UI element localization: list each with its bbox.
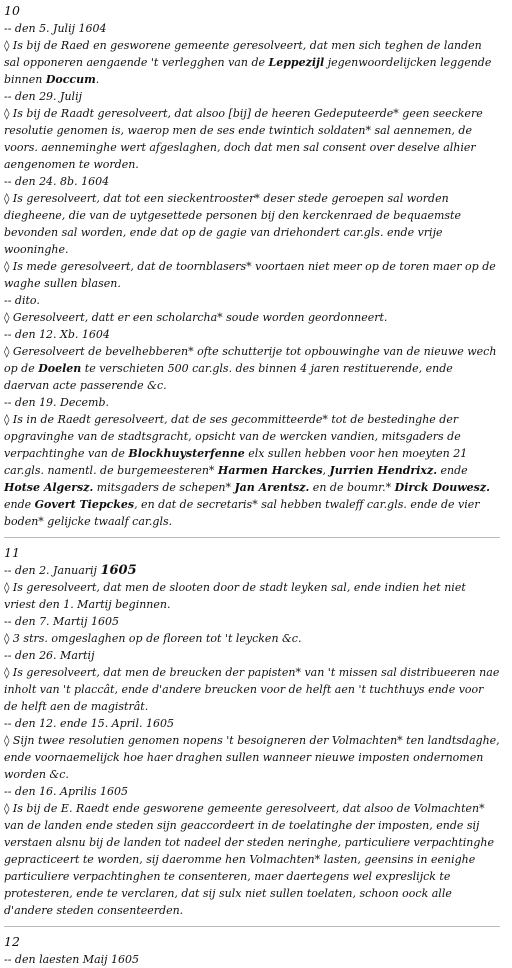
section-number: 11 xyxy=(4,545,20,560)
entry-text: ◊ Geresolveert de bevelhebberen* ofte schutterije tot opbouwinghe van de nieuwe wech op de xyxy=(4,345,497,375)
entry-text: ◊ Sijn twee resolutien genomen nopens 't besoigneren der Volmachten* ten landtsdaghe, ende voornaemelijck hoe haer draghen sullen wanneer nieuwe imposten ondernomen worden &c. xyxy=(4,734,500,781)
emphasized-name: Leppezijl xyxy=(268,56,325,69)
resolution-entry xyxy=(4,562,500,579)
entry-date: -- den 26. Martij xyxy=(4,649,95,662)
entry-text: ◊ Is bij de Raed en gesworene gemeente geresolveert, dat men sich teghen de landen sal opponeren aengaende 't verlegghen van de xyxy=(4,39,482,69)
resolution-entry xyxy=(4,411,500,530)
emphasized-name: Doccum xyxy=(45,73,96,86)
entry-text: , en dat de secretaris* sal hebben twaleff car.gls. ende de vier boden* gelijcke twaalf car.gls. xyxy=(4,498,480,528)
emphasized-name: Doelen xyxy=(38,362,82,375)
entry-text: ◊ Is bij de Raadt geresolveert, dat alsoo [bij] de heeren Gedeputeerde* geen seeckere resolutie genomen is, waerop men de ses ende twintich soldaten* sal aennemen, de voors. aenneminghe wert afgeslaghen, doch dat men sal consent over deselve alhier aengenomen te worden. xyxy=(4,107,483,171)
entry-text: mitsgaders de schepen* xyxy=(93,481,235,494)
emphasized-name: Jurrien Hendrixz. xyxy=(329,464,438,477)
section-number: 10 xyxy=(4,3,20,18)
entry-text: -- den 2. Januarij xyxy=(4,564,101,577)
entry-date: -- den 29. Julij xyxy=(4,90,82,103)
emphasized-name: Jan Arentsz. xyxy=(234,481,310,494)
entry-text: ◊ Is mede geresolveert, dat de toornblasers* voortaen niet meer op de toren maer op de waghe sullen blasen. xyxy=(4,260,496,290)
entry-date: -- den 12. Xb. 1604 xyxy=(4,328,110,341)
emphasized-name: Govert Tiepckes xyxy=(34,498,135,511)
resolution-entry xyxy=(4,630,500,647)
entry-date: -- den 7. Martij 1605 xyxy=(4,615,119,628)
emphasized-name: Blockhuysterfenne xyxy=(128,447,245,460)
entry-date: -- den 24. 8b. 1604 xyxy=(4,175,110,188)
entry-text: ◊ Is geresolveert, dat men de breucken der papisten* van 't missen sal distribueeren nae inholt van 't placcât, ende d'andere breucken voor de helft aen 't tuchthuys ende voor de helft aen de magistrât. xyxy=(4,666,500,713)
resolution-entry xyxy=(4,37,500,88)
resolution-entry xyxy=(4,343,500,394)
entry-date: -- dito. xyxy=(4,294,40,307)
entry-text: ende xyxy=(437,464,468,477)
entry-date: -- den laesten Maij 1605 xyxy=(4,953,140,966)
resolution-entry xyxy=(4,258,500,292)
entry-date: -- den 16. Aprilis 1605 xyxy=(4,785,128,798)
emphasized-name: Dirck Douwesz. xyxy=(394,481,490,494)
entry-text: en de boumr.* xyxy=(309,481,395,494)
entry-text: ◊ 3 strs. omgeslaghen op de floreen tot 't leycken &c. xyxy=(4,632,302,645)
emphasized-name: Hotse Algersz. xyxy=(4,481,94,494)
resolution-entry xyxy=(4,732,500,783)
entry-date: -- den 12. ende 15. April. 1605 xyxy=(4,717,174,730)
resolution-entry xyxy=(4,579,500,613)
entry-text: ◊ Is geresolveert, dat men de slooten door de stadt leyken sal, ende indien het niet vriest den 1. Martij beginnen. xyxy=(4,581,466,611)
resolution-entry xyxy=(4,664,500,715)
resolution-entry xyxy=(4,309,500,326)
entry-text: . xyxy=(95,73,100,86)
resolution-entry xyxy=(4,105,500,173)
section-divider xyxy=(4,926,500,927)
entry-text: ◊ Is in de Raedt geresolveert, dat de ses gecommitteerde* tot de bestedinghe der opgravinghe van de stadtsgracht, opsicht van de wercken vandien, mitsgaders de verpachtinghe van de xyxy=(4,413,461,460)
entry-text: ◊ Geresolveert, datt er een scholarcha* soude worden geordonneert. xyxy=(4,311,388,324)
resolution-entry xyxy=(4,190,500,258)
entry-text: elx sullen hebben voor hen moeyten 21 car.gls. namentl. de burgemeesteren* xyxy=(4,447,468,477)
emphasized-name: Harmen Harckes xyxy=(217,464,323,477)
entry-text: ende xyxy=(4,498,35,511)
entry-text: ◊ Is bij de E. Raedt ende gesworene gemeente geresolveert, dat alsoo de Volmachten* van de landen ende steden sijn geaccordeert in de toelatinghe der imposten, ende sij verstaen alsnu bij de landen tot nadeel der steden neringhe, particuliere verpachtinghe gepracticeert te worden, sij daeromme hen Volmachten* lasten, geensins in eenighe particuliere verpachtinghen te consenteren, maer daertegens wel expreslijck te protesteren, ende te verclaren, dat sij sulx niet sullen toelaten, schoon oock alle d'andere steden consenteerden. xyxy=(4,802,495,917)
section-divider xyxy=(4,537,500,538)
resolution-entry xyxy=(4,800,500,919)
entry-text: , xyxy=(322,464,330,477)
entry-text: te verschieten 500 car.gls. des binnen 4 jaren restituerende, ende daervan acte passerende &c. xyxy=(4,362,453,392)
emphasized-name: 1605 xyxy=(100,563,137,578)
entry-date: -- den 5. Julij 1604 xyxy=(4,22,107,35)
entry-text: ◊ Is geresolveert, dat tot een sieckentrooster* deser stede geroepen sal worden diegheene, die van de uytgesettede personen bij den kerckenraed de bequaemste bevonden sal worden, ende dat op de gagie van driehondert car.gls. ende vrije wooninghe. xyxy=(4,192,461,256)
entry-text: jegenwoordelijcken leggende binnen xyxy=(4,56,492,86)
section-number: 12 xyxy=(4,934,20,949)
entry-date: -- den 19. Decemb. xyxy=(4,396,110,409)
